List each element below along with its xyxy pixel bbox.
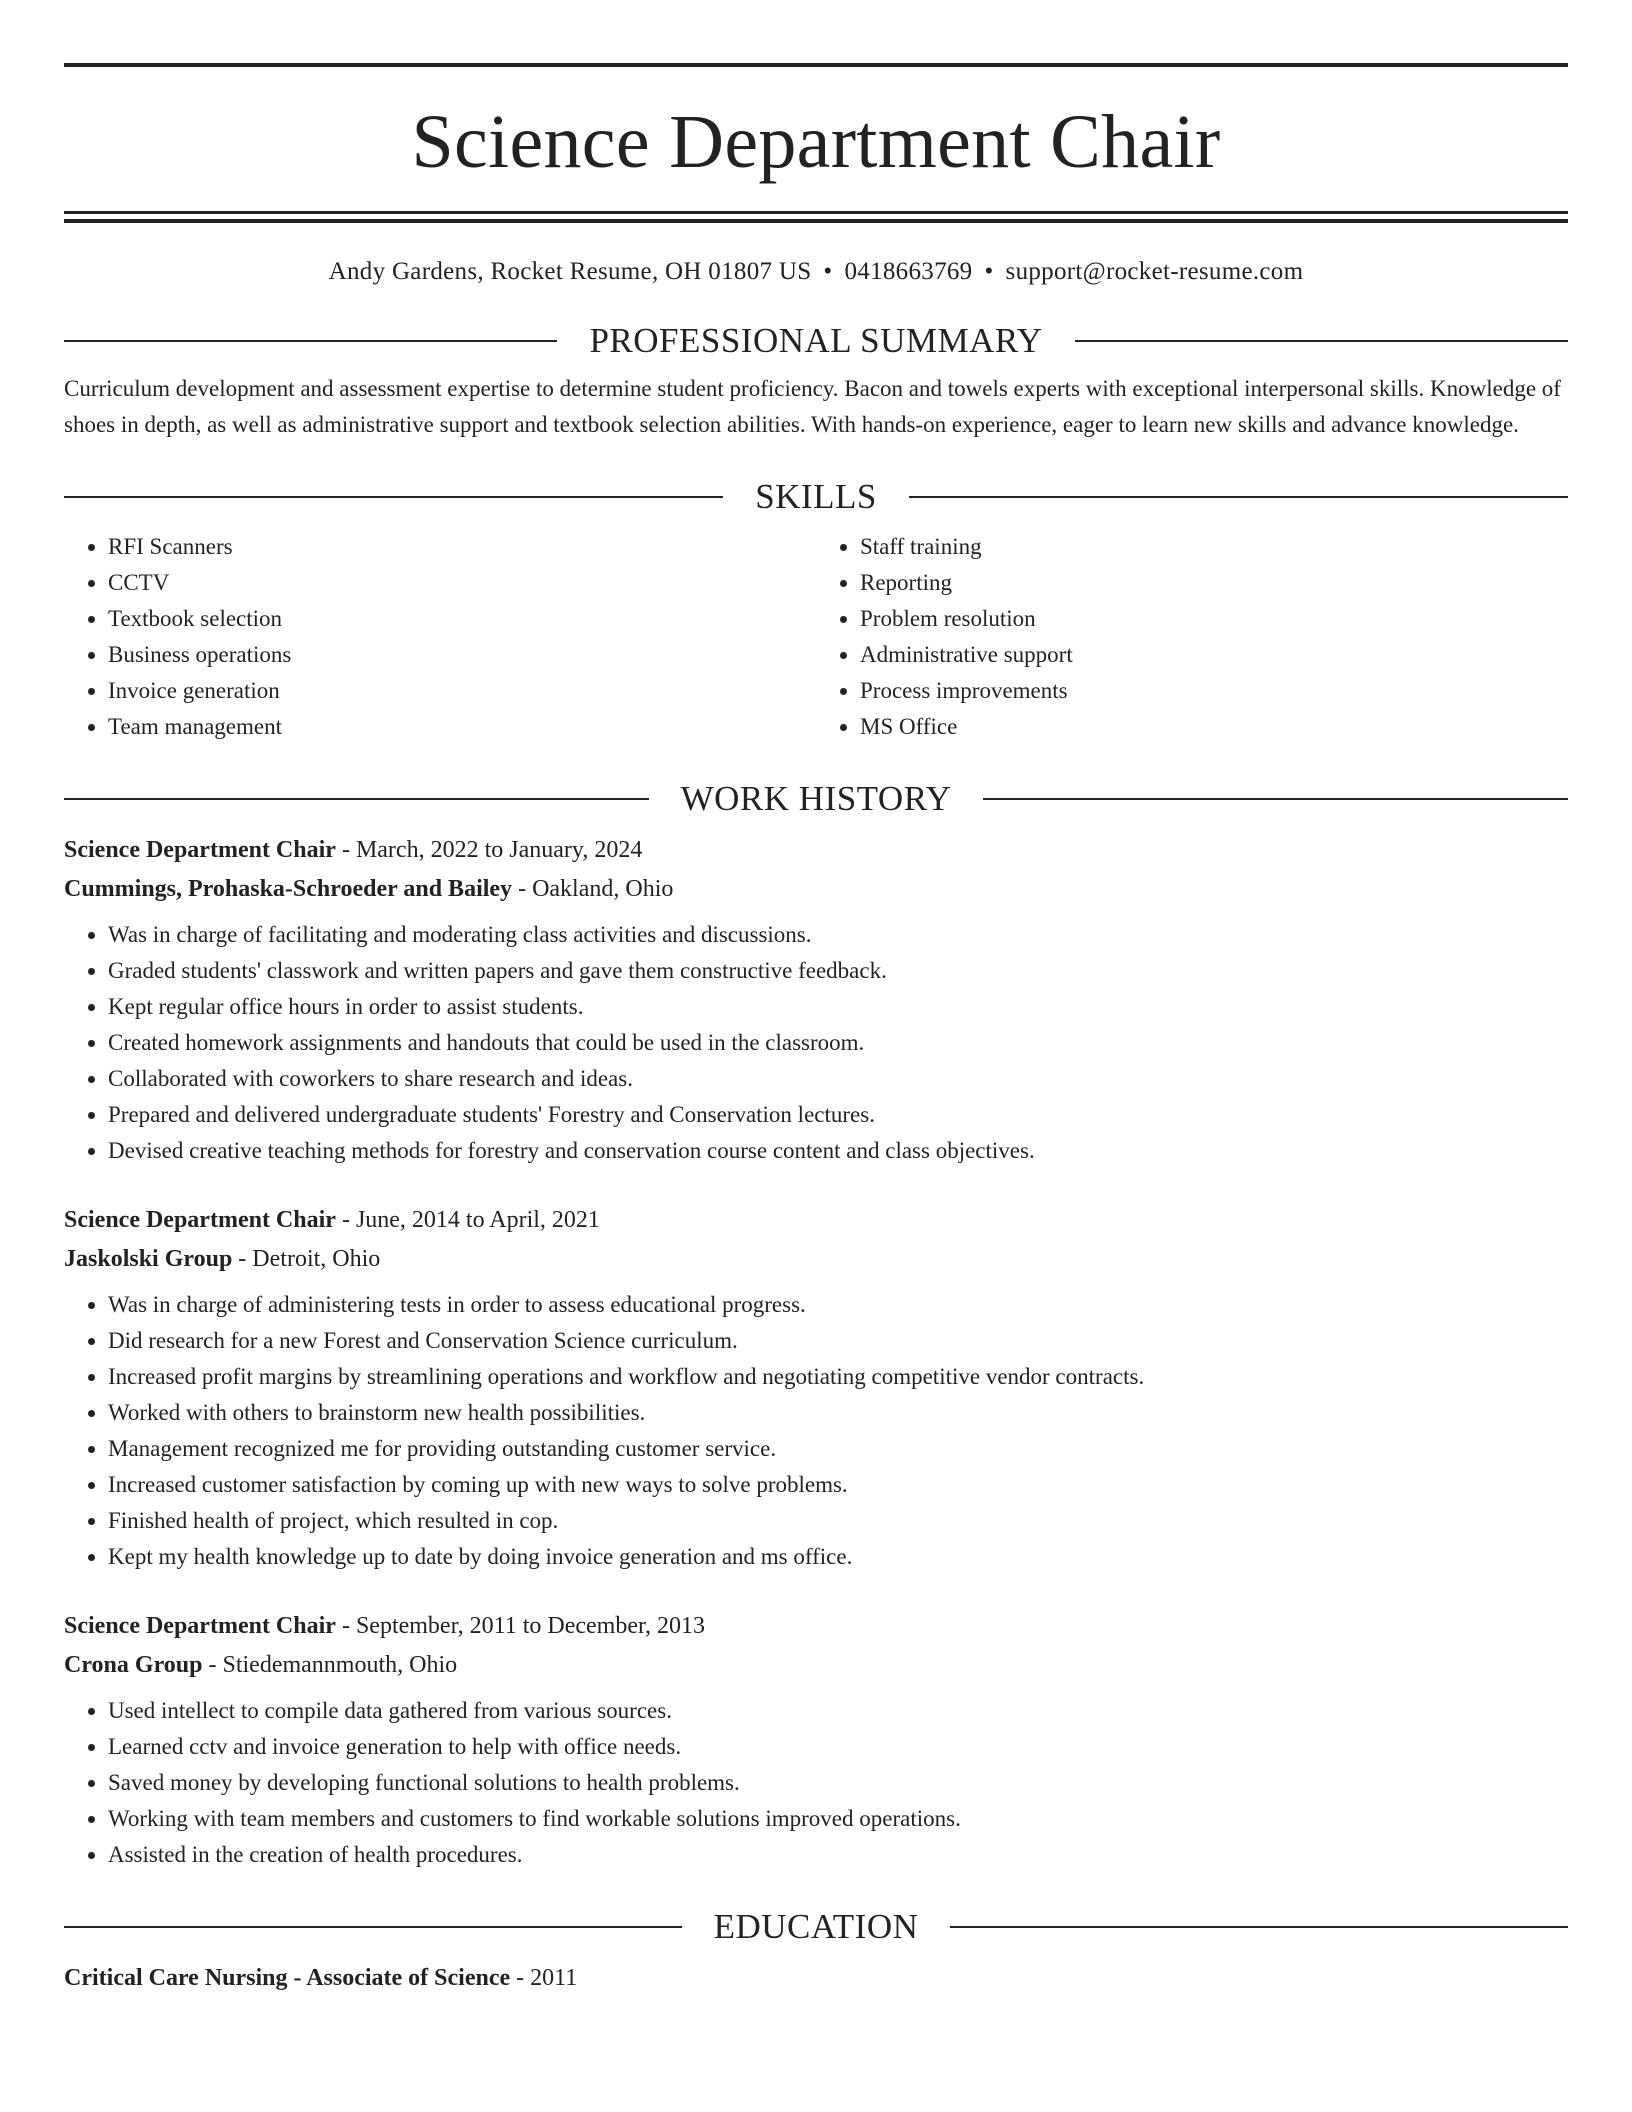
job-bullet: • Graded students' classwork and written papers and gave them constructive feedback. [108, 953, 1568, 989]
skill-item: • Team management [108, 709, 816, 745]
job-dash: - [512, 876, 533, 902]
summary-heading [64, 321, 1568, 361]
double-rule [64, 211, 1568, 223]
job-company-line [64, 1240, 1568, 1279]
skill-item: • RFI Scanners [108, 529, 816, 565]
summary-title: PROFESSIONAL SUMMARY [589, 321, 1043, 360]
skills-title: SKILLS [755, 477, 877, 516]
education-degree: Critical Care Nursing - Associate of Science [64, 1965, 511, 1991]
job-bullet: • Finished health of project, which resulted in cop. [108, 1503, 1568, 1539]
education-dash: - [510, 1965, 531, 1991]
job-company: Crona Group [64, 1652, 203, 1678]
skill-item: • Invoice generation [108, 673, 816, 709]
job-dates: September, 2011 to December, 2013 [355, 1613, 706, 1639]
education-entry [64, 1959, 1568, 1998]
job-company: Jaskolski Group [64, 1246, 233, 1272]
work-title: WORK HISTORY [680, 779, 952, 818]
education-heading [64, 1907, 1568, 1947]
skill-item: • Reporting [860, 565, 1568, 601]
job-bullet: • Worked with others to brainstorm new health possibilities. [108, 1395, 1568, 1431]
skills-column-right [816, 529, 1568, 745]
job-dash: - [335, 837, 356, 863]
contact-email: support@rocket-resume.com [1005, 258, 1304, 285]
heading-rule [1075, 340, 1568, 342]
job-location: Detroit, Ohio [252, 1246, 381, 1272]
skills-list [64, 529, 1568, 745]
skill-item: • Staff training [860, 529, 1568, 565]
job-dash: - [335, 1613, 356, 1639]
contact-address: Andy Gardens, Rocket Resume, OH 01807 US [328, 258, 812, 285]
job-title-line [64, 831, 1568, 870]
skill-item: • MS Office [860, 709, 1568, 745]
job-bullet: • Prepared and delivered undergraduate students' Forestry and Conservation lectures. [108, 1097, 1568, 1133]
skills-column-left [64, 529, 816, 745]
heading-rule [950, 1926, 1568, 1928]
heading-rule [909, 496, 1568, 498]
heading-rule [64, 340, 557, 342]
job-company-line [64, 870, 1568, 909]
job-bullet: • Collaborated with coworkers to share research and ideas. [108, 1061, 1568, 1097]
job-bullet: • Did research for a new Forest and Conservation Science curriculum. [108, 1323, 1568, 1359]
job-bullet: • Saved money by developing functional solutions to health problems. [108, 1765, 1568, 1801]
education-title: EDUCATION [713, 1907, 919, 1946]
job-bullet: • Was in charge of administering tests in order to assess educational progress. [108, 1287, 1568, 1323]
skill-item: • Problem resolution [860, 601, 1568, 637]
job-title: Science Department Chair [64, 1207, 336, 1233]
work-history [64, 831, 1568, 1873]
top-rule [64, 63, 1568, 67]
skill-item: • Textbook selection [108, 601, 816, 637]
skills-heading [64, 477, 1568, 517]
job-bullet: • Devised creative teaching methods for forestry and conservation course content and class objectives. [108, 1133, 1568, 1169]
job-bullet: • Learned cctv and invoice generation to help with office needs. [108, 1729, 1568, 1765]
job-bullet: • Assisted in the creation of health procedures. [108, 1837, 1568, 1873]
skill-item: • Process improvements [860, 673, 1568, 709]
job-dash: - [202, 1652, 223, 1678]
job-entry [64, 831, 1568, 1169]
job-bullet: • Management recognized me for providing outstanding customer service. [108, 1431, 1568, 1467]
job-bullet: • Was in charge of facilitating and moderating class activities and discussions. [108, 917, 1568, 953]
job-company-line [64, 1646, 1568, 1685]
job-location: Stiedemannmouth, Ohio [222, 1652, 458, 1678]
job-entry [64, 1201, 1568, 1575]
job-bullet: • Kept my health knowledge up to date by doing invoice generation and ms office. [108, 1539, 1568, 1575]
contact-phone: 0418663769 [844, 258, 973, 285]
contact-separator: • [823, 258, 833, 285]
job-bullet: • Increased customer satisfaction by coming up with new ways to solve problems. [108, 1467, 1568, 1503]
job-title: Science Department Chair [64, 1613, 336, 1639]
job-dash: - [335, 1207, 356, 1233]
contact-line [64, 257, 1568, 287]
heading-rule [64, 496, 723, 498]
job-title-line [64, 1607, 1568, 1646]
job-bullets [64, 917, 1568, 1169]
job-bullet: • Created homework assignments and handouts that could be used in the classroom. [108, 1025, 1568, 1061]
summary-text: Curriculum development and assessment expertise to determine student proficiency. Bacon and towels experts with exceptional interpersonal skills. Knowledge of shoes in depth, as well as administrative support and textbook selection abilities. With hands-on experience, eager to learn new skills and advance knowledge. [64, 376, 1561, 437]
job-title: Science Department Chair [64, 837, 336, 863]
education-year: 2011 [530, 1965, 578, 1991]
job-entry [64, 1607, 1568, 1873]
job-bullets [64, 1287, 1568, 1575]
resume-name: Science Department Chair [411, 100, 1221, 184]
job-bullet: • Working with team members and customers to find workable solutions improved operations. [108, 1801, 1568, 1837]
job-title-line [64, 1201, 1568, 1240]
job-location: Oakland, Ohio [532, 876, 674, 902]
job-bullets [64, 1693, 1568, 1873]
skill-item: • CCTV [108, 565, 816, 601]
job-dates: June, 2014 to April, 2021 [355, 1207, 600, 1233]
job-bullet: • Kept regular office hours in order to assist students. [108, 989, 1568, 1025]
job-bullet: • Increased profit margins by streamlining operations and workflow and negotiating competitive vendor contracts. [108, 1359, 1568, 1395]
skill-item: • Administrative support [860, 637, 1568, 673]
skill-item: • Business operations [108, 637, 816, 673]
job-company: Cummings, Prohaska-Schroeder and Bailey [64, 876, 513, 902]
job-dash: - [232, 1246, 253, 1272]
contact-separator: • [984, 258, 994, 285]
resume-page [64, 0, 1568, 1998]
job-dates: March, 2022 to January, 2024 [355, 837, 643, 863]
work-heading [64, 779, 1568, 819]
job-bullet: • Used intellect to compile data gathered from various sources. [108, 1693, 1568, 1729]
heading-rule [983, 798, 1568, 800]
heading-rule [64, 1926, 682, 1928]
heading-rule [64, 798, 649, 800]
